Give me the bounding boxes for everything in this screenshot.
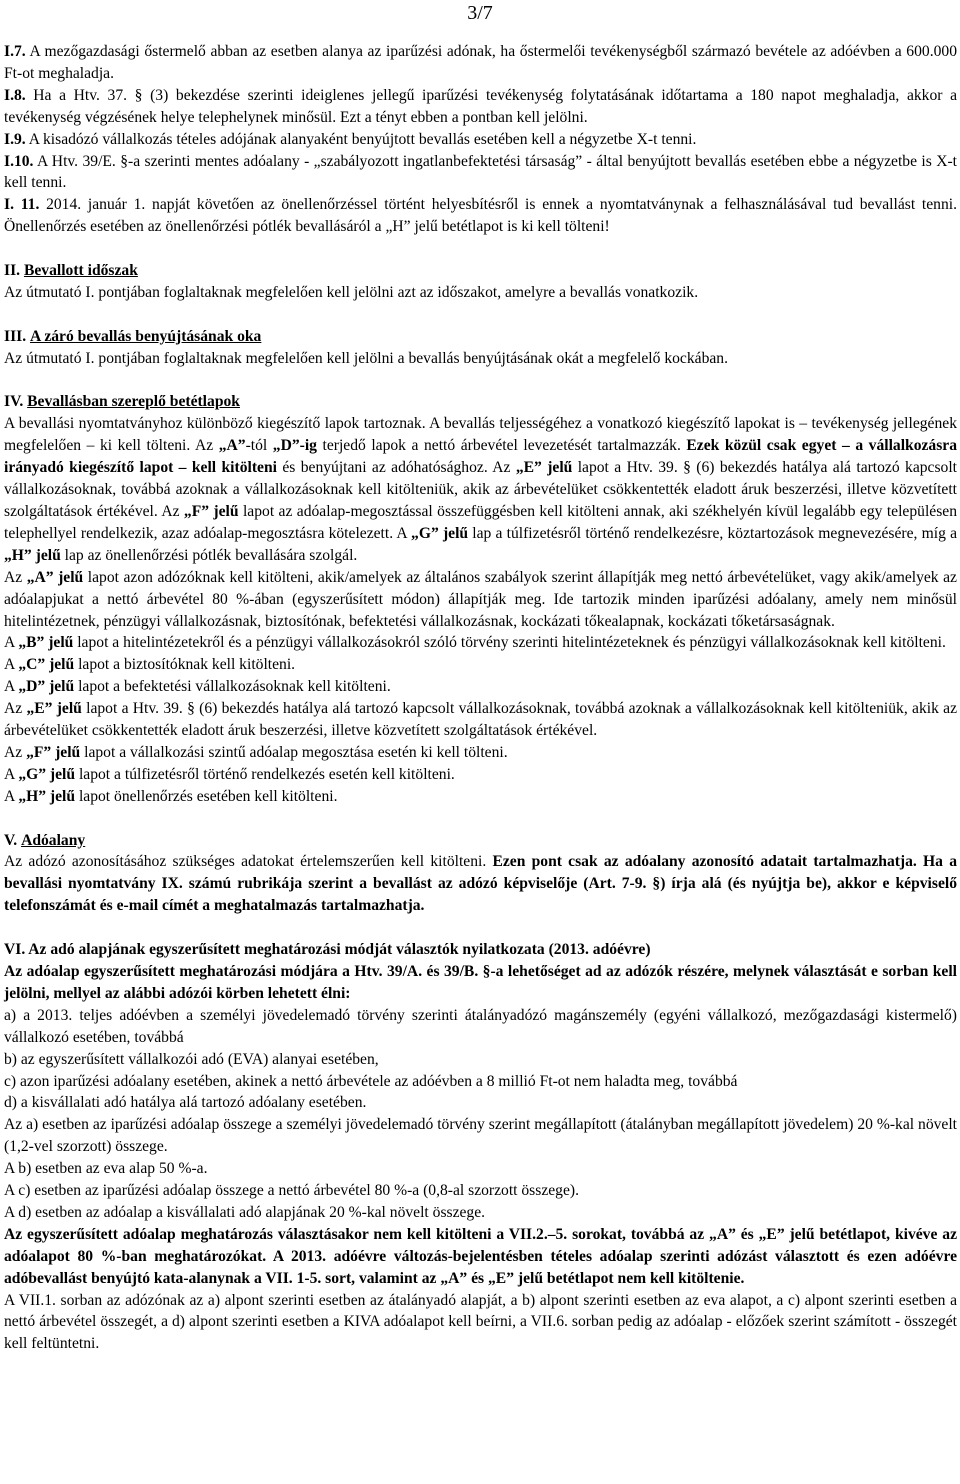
section-heading-iv: IV. Bevallásban szereplő betétlapok (4, 393, 240, 411)
section-vi-closing: Az egyszerűsített adóalap meghatározás választásakor nem kell kitölteni a VII.2.–5. sorokat, továbbá az „A” és „E” jelű betétlapot, kivéve az adóalapot 80 %-ban meghatározókat. A 2013. adóévre változás-bejelentésben tételes adóalap szerinti adózást választott és ezen adóévre adóbevallást benyújtó kata-alanynak a VII. 1-5. sort, valamint az „A” és „E” jelű betétlapot nem kell kitöltenie. (4, 1225, 957, 1287)
section-text-ii: Az útmutató I. pontjában foglaltaknak megfelelően kell jelölni azt az időszakot, amelyre a bevallás vonatkozik. (4, 283, 699, 301)
section-heading-iii: III. A záró bevallás benyújtásának oka (4, 327, 262, 345)
item-label: I.8. (4, 86, 26, 104)
section-vi-item-b: b) az egyszerűsített vállalkozói adó (EVA) alanyai esetében, (4, 1050, 379, 1068)
section-title: Bevallott időszak (23, 262, 138, 280)
paragraph-i8: I.8. Ha a Htv. 37. § (3) bekezdése szerinti ideiglenes jellegű iparűzési tevékenység folytatásának időtartama a 180 napot meghaladja, akkor a tevékenység végzésének helye telephelynek minősül. Ezt a tényt ebben a pontban kell jelölni. (4, 86, 957, 126)
section-iv-paragraph-7: Az „F” jelű lapot a vállalkozási szintű adóalap megosztása esetén ki kell tölteni. (4, 743, 508, 761)
paragraph-i10: I.10. A Htv. 39/E. §-a szerinti mentes adóalany - „szabályozott ingatlanbefektetési társaság” - által benyújtott bevallás esetében ebbe a négyzetbe is X-t kell tenni. (4, 152, 957, 192)
section-vi-item-d: d) a kisvállalati adó hatálya alá tartozó adóalany esetében. (4, 1094, 367, 1112)
section-vi-rule-d: A d) esetben az adóalap a kisvállalati adó alapjának 20 %-kal növelt összege. (4, 1203, 486, 1221)
paragraph-i7: I.7. A mezőgazdasági őstermelő abban az esetben alanya az iparűzési adónak, ha őstermelői tevékenységből származó bevétele az adóévben a 600.000 Ft-ot meghaladja. (4, 43, 957, 82)
section-vi-rule-b: A b) esetben az eva alap 50 %-a. (4, 1160, 208, 1178)
section-iv-paragraph-1: A bevallási nyomtatványhoz különböző kiegészítő lapok tartoznak. A bevallás teljességéhez a vonatkozó kiegészítő lapokat is – tevékenység jellegének megfelelően – ki kell tölteni. Az „A”-tól „D”-ig terjedő lapok a nettó árbevétel levezetését tartalmazzák. Ezek közül csak egyet – a vállalkozásra irányadó kiegészítő lapot – kell kitölteni és benyújtani az adóhatósághoz. Az „E” jelű lapot a Htv. 39. § (6) bekezdés hatálya alá tartozó kapcsolt vállalkozásoknak, továbbá azoknak a vállalkozásoknak kell kitölteniük, akik az árbevételüket csökkentették eladott áruk beszerzési, illetve közvetített szolgáltatások értékével. Az „F” jelű lapot az adóalap-megosztással összefüggésben kell kitölteni annak, aki székhelyén kívül legalább egy településen telephellyel rendelkezik, azaz adóalap-megosztásra kötelezett. A „G” jelű lap a túlfizetésről történő rendelkezésre, köztartozások megnevezésére, míg a „H” jelű lap az önellenőrzési pótlék bevallására szolgál. (4, 415, 958, 564)
item-label: I.9. (4, 130, 26, 148)
section-vi-item-a: a) a 2013. teljes adóévben a személyi jövedelemadó törvény szerinti átalányadózó magánszemély (egyéni vállalkozó, mezőgazdasági kistermelő) vállalkozó esetében, továbbá (4, 1006, 957, 1046)
item-label: I. 11. (4, 196, 40, 214)
section-vi-rule-c: A c) esetben az iparűzési adóalap összege a nettó árbevétel 80 %-a (0,8-al szorzott összege). (4, 1182, 579, 1200)
section-title: Bevallásban szereplő betétlapok (27, 393, 240, 411)
section-vi-intro: Az adóalap egyszerűsített meghatározási módjára a Htv. 39/A. és 39/B. §-a lehetőséget ad az adózók részére, melynek választását e sorban kell jelölni, mellyel az alábbi adózói körben lehetett élni: (4, 962, 957, 1002)
section-text-v: Az adózó azonosításához szükséges adatokat értelemszerűen kell kitölteni. Ezen pont csak az adóalany azonosító adatait tartalmazhatja. Ha a bevallási nyomtatvány IX. számú rubrikája szerint a bevallást az adózó képviselője (Art. 7-9. §) írja alá (és nyújtja be), akkor e képviselő telefonszámát és e-mail címét a meghatalmazás tartalmazhatja. (4, 853, 958, 915)
section-heading-ii: II. Bevallott időszak (4, 262, 138, 280)
item-label: I.7. (4, 43, 26, 60)
section-text-iii: Az útmutató I. pontjában foglaltaknak megfelelően kell jelölni a bevallás benyújtásának okát a megfelelő kockában. (4, 349, 728, 367)
section-vi-item-c: c) azon iparűzési adóalany esetében, akinek a nettó árbevétele az adóévben a 8 millió Ft-ot nem haladta meg, továbbá (4, 1072, 738, 1090)
section-iv-paragraph-2: Az „A” jelű lapot azon adózóknak kell kitölteni, akik/amelyek az általános szabályok szerint állapítják meg nettó árbevételüket, vagy akik/amelyek az adóalapjukat a nettó árbevétel 80 %-ában (egyszerűsített módon) állapítják meg. Ide tartozik minden iparűzési adóalany, amely nem minősül hitelintézetnek, pénzügyi vállalkozásnak, biztosítónak, befektetési vállalkozásnak, kockázati tőkealapnak, kockázati tőketársaságnak. (4, 568, 957, 630)
section-iv-paragraph-3: A „B” jelű lapot a hitelintézetekről és a pénzügyi vállalkozásokról szóló törvény szerinti hitelintézeteknek és pénzügyi vállalkozásoknak kell kitölteni. (4, 634, 946, 652)
page-number: 3/7 (467, 2, 493, 24)
section-iv-paragraph-5: A „D” jelű lapot a befektetési vállalkozásoknak kell kitölteni. (4, 678, 391, 696)
section-iv-paragraph-6: Az „E” jelű lapot a Htv. 39. § (6) bekezdés hatálya alá tartozó kapcsolt vállalkozásoknak, továbbá azoknak a vállalkozásoknak kell kitölteniük, akik az árbevételüket csökkentették eladott áruk beszerzési, illetve közvetített szolgáltatások értékével. (4, 700, 957, 740)
item-label: I.10. (4, 152, 34, 170)
section-vi-last: A VII.1. sorban az adózónak az a) alpont szerinti esetben az átalányadó alapját, a b) alpont szerinti esetben az eva alapot, a c) alpont szerinti esetben a nettó árbevétel összegét, a d) alpont szerinti esetben a KIVA adóalapot kell beírni, a VII.6. sorban pedig az adóalap - előzőek szerint számított - összegét kell feltüntetni. (4, 1291, 957, 1353)
section-title: Adóalany (21, 831, 86, 849)
section-iv-paragraph-8: A „G” jelű lapot a túlfizetésről történő rendelkezés esetén kell kitölteni. (4, 765, 455, 783)
section-heading-v: V. Adóalany (4, 831, 86, 849)
section-iv-paragraph-9: A „H” jelű lapot önellenőrzés esetében kell kitölteni. (4, 787, 338, 805)
section-heading-vi: VI. Az adó alapjának egyszerűsített meghatározási módját választók nyilatkozata (2013. adóévre) (4, 941, 651, 959)
section-vi-rule-a: Az a) esetben az iparűzési adóalap összege a személyi jövedelemadó törvény szerint megállapított (átalányban megállapított jövedelem) 20 %-kal növelt (1,2-vel szorzott) összege. (4, 1116, 957, 1156)
section-iv-paragraph-4: A „C” jelű lapot a biztosítóknak kell kitölteni. (4, 656, 296, 674)
paragraph-i9: I.9. A kisadózó vállalkozás tételes adójának alanyaként benyújtott bevallás esetében kell a négyzetbe X-t tenni. (4, 130, 697, 148)
section-title: A záró bevallás benyújtásának oka (30, 327, 262, 345)
paragraph-i11: I. 11. 2014. január 1. napját követően az önellenőrzéssel történt helyesbítésről is ennek a nyomtatványnak a felhasználásával tud bevallást tenni. Önellenőrzés esetében az önellenőrzési pótlék bevallásáról a „H” jelű betétlapot is ki kell tölteni! (4, 196, 957, 236)
